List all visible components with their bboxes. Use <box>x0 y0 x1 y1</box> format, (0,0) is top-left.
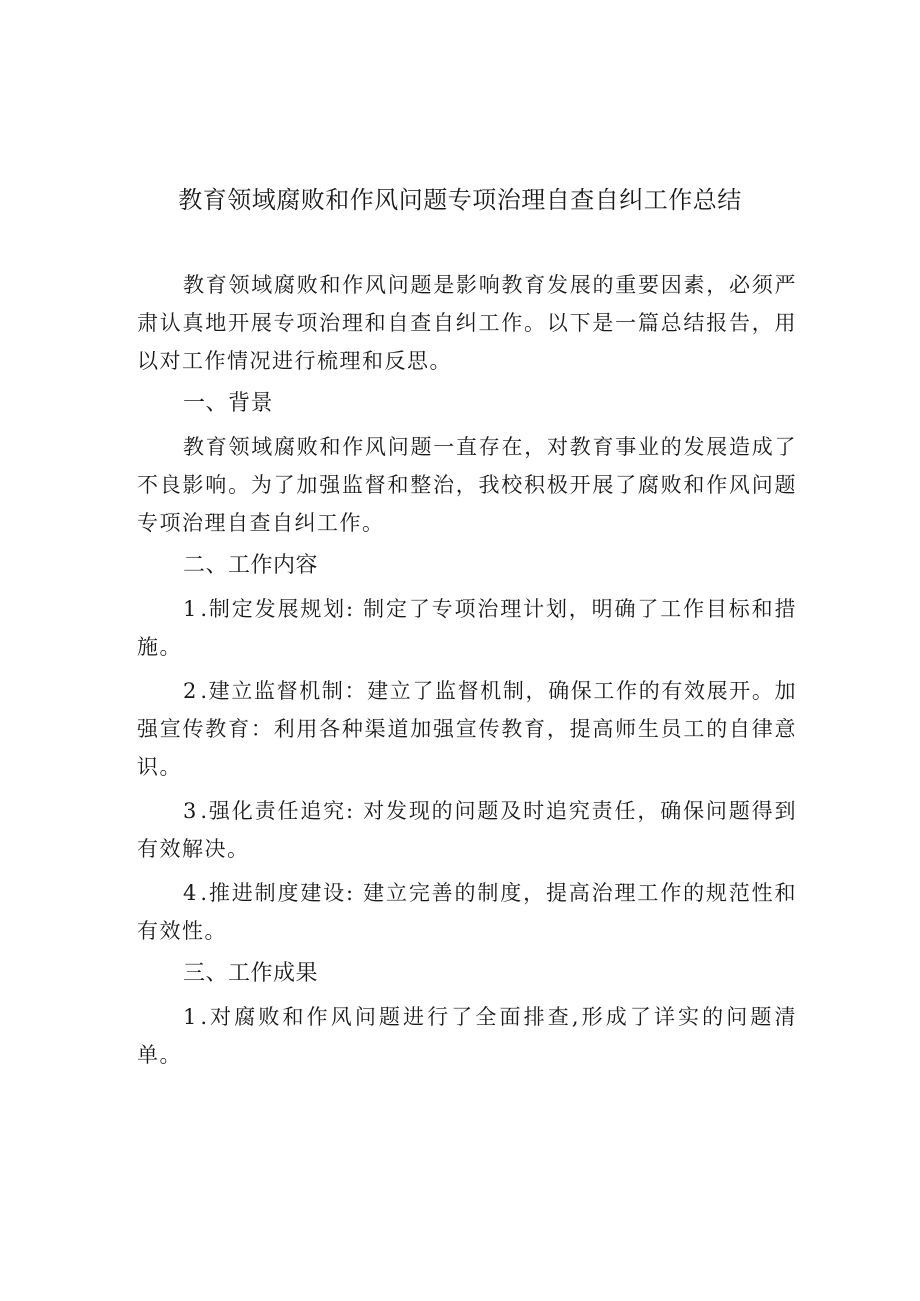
item-text: .推进制度建设: 建立完善的制度，提高治理工作的规范性和有效性。 <box>137 881 797 943</box>
section-heading-results: 三、工作成果 <box>183 961 319 986</box>
work-item-3 <box>137 792 797 868</box>
item-number: 1 <box>183 597 197 621</box>
item-number: 3 <box>183 799 197 823</box>
document-body <box>137 266 797 1080</box>
work-item-4 <box>137 874 797 950</box>
background-paragraph: 教育领域腐败和作风问题一直存在，对教育事业的发展造成了不良影响。为了加强监督和整治，我校积极开展了腐败和作风问题专项治理自查自纠工作。 <box>137 435 797 535</box>
work-item-2 <box>137 672 797 786</box>
item-number: 2 <box>183 679 197 703</box>
document-title: 教育领域腐败和作风问题专项治理自查自纠工作总结 <box>178 186 742 214</box>
section-heading-background: 一、背景 <box>183 391 274 416</box>
item-text: .强化责任追究: 对发现的问题及时追究责任，确保问题得到有效解决。 <box>137 799 797 861</box>
intro-paragraph: 教育领域腐败和作风问题是影响教育发展的重要因素，必须严肃认真地开展专项治理和自查自纠工作。以下是一篇总结报告，用以对工作情况进行梳理和反思。 <box>137 273 797 373</box>
item-number: 1 <box>183 1005 197 1029</box>
work-item-1 <box>137 590 797 666</box>
result-item-1 <box>137 998 797 1074</box>
item-number: 4 <box>183 881 197 905</box>
item-text: .建立监督机制：建立了监督机制，确保工作的有效展开。加强宣传教育：利用各种渠道加强宣传教育，提高师生员工的自律意识。 <box>137 679 797 779</box>
section-heading-work-content: 二、工作内容 <box>183 553 319 578</box>
item-text: .对腐败和作风问题进行了全面排查,形成了详实的问题清单。 <box>137 1005 797 1067</box>
item-text: .制定发展规划: 制定了专项治理计划，明确了工作目标和措施。 <box>137 597 797 659</box>
